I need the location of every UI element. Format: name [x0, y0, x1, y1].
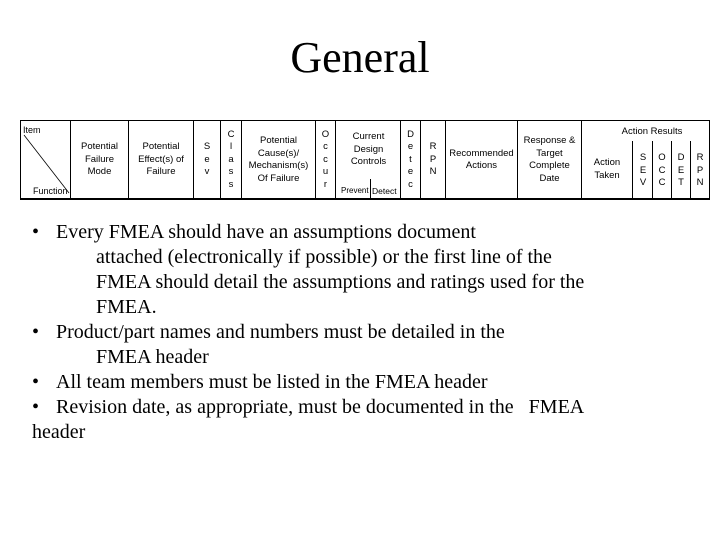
bullet-point-icon: • — [32, 321, 40, 343]
action-results-group — [582, 121, 710, 199]
prevent-label: Prevent — [341, 186, 369, 195]
item-function-cell — [21, 121, 71, 199]
potential-causes-header: Potential Cause(s)/ Mechanism(s) Of Failure — [242, 121, 316, 199]
detection-header: D e t e c — [401, 121, 421, 199]
result-severity-header: S E V — [639, 152, 647, 188]
potential-failure-mode-header: Potential Failure Mode — [71, 121, 129, 199]
rpn-header: R P N — [421, 121, 446, 199]
result-detection-header: D E T — [677, 152, 685, 188]
prevent-detect-divider — [370, 179, 371, 199]
bullet-point-icon: • — [32, 371, 40, 393]
action-results-divider — [632, 141, 633, 199]
bullet-point-icon: • — [32, 221, 40, 243]
bullet-text: Revision date, as appropriate, must be documented in the FMEA — [56, 396, 585, 418]
occurrence-header: O c c u r — [316, 121, 336, 199]
current-design-controls-label: Current Design Controls — [350, 131, 387, 167]
slide-title: General — [290, 33, 430, 82]
bullet-revision-date — [32, 395, 692, 445]
response-target-date-header: Response & Target Complete Date — [518, 121, 582, 199]
bullet-text: Product/part names and numbers must be detailed in the — [56, 321, 505, 343]
bullet-text: FMEA. — [96, 296, 157, 318]
result-rpn-header: R P N — [696, 152, 704, 188]
severity-header: S e v — [194, 121, 221, 199]
bullet-text: FMEA should detail the assumptions and ratings used for the — [96, 271, 585, 293]
result-occurrence-header: O C C — [658, 152, 666, 188]
function-label: Function — [33, 186, 68, 196]
action-taken-header: Action Taken — [593, 157, 621, 181]
bullet-text: FMEA header — [96, 346, 209, 368]
recommended-actions-header: Recommended Actions — [446, 121, 518, 199]
class-header: C l a s s — [221, 121, 242, 199]
item-label: Item — [23, 125, 41, 135]
bullet-text: All team members must be listed in the FMEA header — [56, 371, 488, 393]
detect-label: Detect — [372, 186, 397, 196]
fmea-header-table — [20, 120, 710, 200]
bullet-team-members — [32, 370, 692, 395]
bullet-part-names — [32, 320, 692, 370]
bullet-list — [32, 220, 692, 445]
bullet-text: Every FMEA should have an assumptions document — [56, 221, 476, 243]
current-design-controls-header — [336, 121, 401, 199]
bullet-assumptions — [32, 220, 692, 320]
action-results-label: Action Results — [621, 126, 683, 137]
bullet-point-icon: • — [32, 396, 40, 418]
potential-effects-header: Potential Effect(s) of Failure — [129, 121, 194, 199]
bullet-text: attached (electronically if possible) or the first line of the — [96, 246, 552, 268]
bullet-text: header — [32, 421, 86, 443]
